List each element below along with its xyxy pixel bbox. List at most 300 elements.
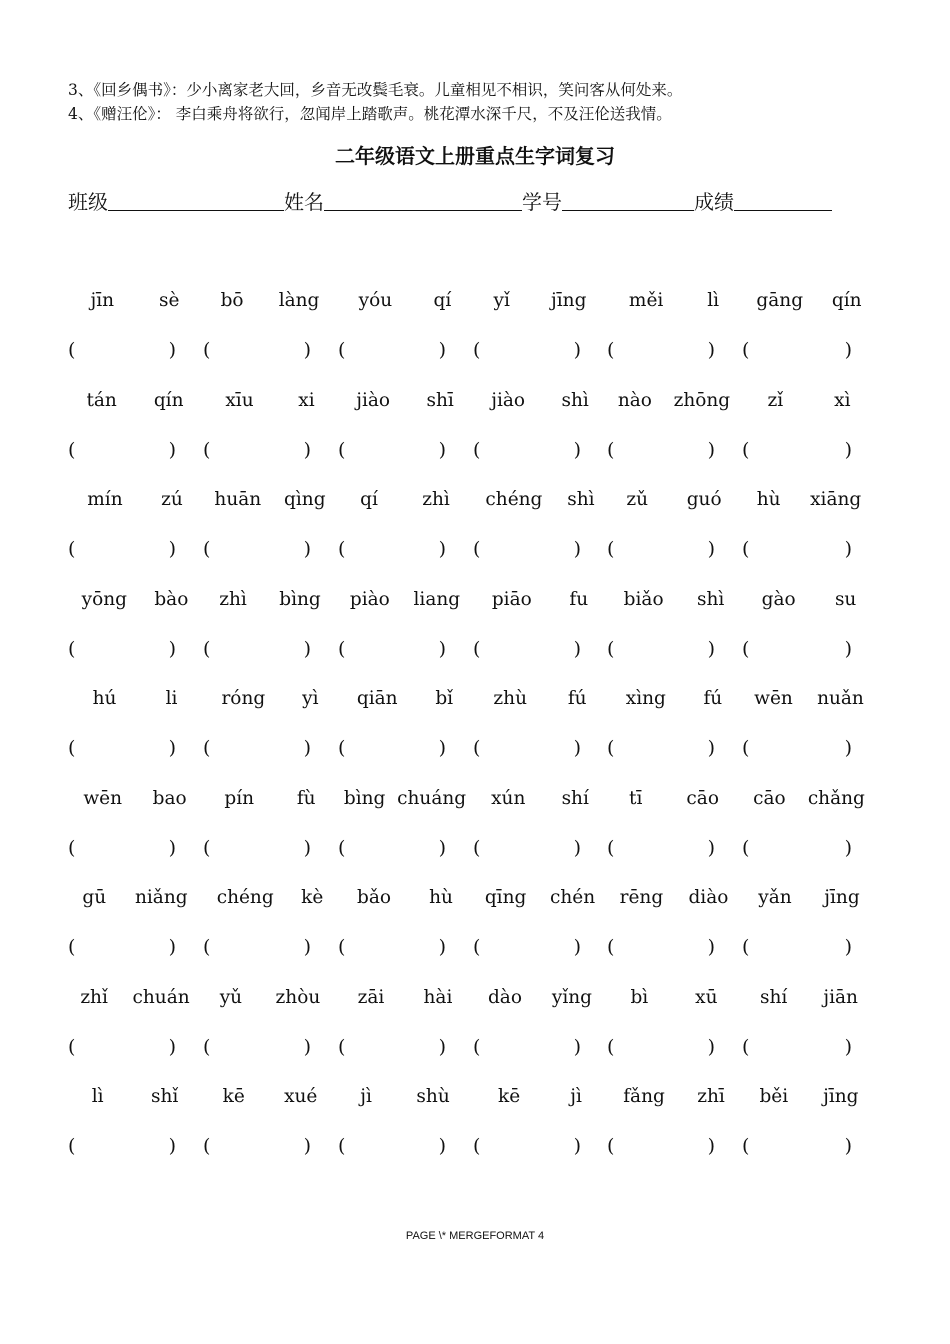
pinyin-word <box>607 987 741 1008</box>
pinyin-syllable: fu <box>569 588 589 610</box>
close-paren: ) <box>844 438 852 461</box>
pinyin-syllable: bǐ <box>435 688 454 709</box>
pinyin-syllable: su <box>834 588 857 610</box>
exercise-row <box>68 382 868 482</box>
open-paren: ( <box>742 1035 750 1058</box>
pinyin-syllable: fú <box>703 688 723 709</box>
open-paren: ( <box>68 737 76 759</box>
pinyin-exercise-grid <box>68 282 868 1178</box>
name-blank[interactable] <box>324 188 522 211</box>
pinyin-syllable: lì <box>91 1086 104 1107</box>
pinyin-syllable: měi <box>628 290 664 311</box>
pinyin-syllable: jiān <box>823 986 858 1008</box>
answer-box[interactable] <box>338 538 446 560</box>
open-paren: ( <box>607 339 615 361</box>
open-paren: ( <box>338 737 346 759</box>
open-paren: ( <box>742 637 750 660</box>
pinyin-syllable: jì <box>570 1086 582 1107</box>
pinyin-syllable: jīng <box>551 290 587 311</box>
exercise-row <box>68 879 868 979</box>
pinyin-word <box>203 1086 337 1107</box>
pinyin-word <box>473 1086 607 1107</box>
open-paren: ( <box>473 936 481 958</box>
close-paren: ) <box>438 438 446 461</box>
close-paren: ) <box>168 637 176 660</box>
pinyin-syllable: hú <box>92 688 117 709</box>
answer-box[interactable] <box>203 638 311 660</box>
pinyin-syllable: xì <box>834 389 851 411</box>
pinyin-syllable: gāng <box>756 290 804 311</box>
answer-box[interactable] <box>473 439 581 461</box>
name-label: 姓名 <box>284 190 324 214</box>
pinyin-syllable: bao <box>152 787 187 809</box>
pinyin-word <box>607 390 741 411</box>
pinyin-word <box>742 589 876 610</box>
pinyin-word <box>473 489 607 510</box>
open-paren: ( <box>607 438 615 461</box>
close-paren: ) <box>707 836 715 859</box>
exercise-row <box>68 1078 868 1178</box>
answer-box[interactable] <box>742 1135 852 1157</box>
pinyin-syllable: jīn <box>90 290 115 311</box>
close-paren: ) <box>844 637 852 660</box>
pinyin-syllable: chuáng <box>397 787 467 809</box>
answer-box[interactable] <box>68 737 176 759</box>
pinyin-syllable: yì <box>302 688 319 709</box>
close-paren: ) <box>168 1035 176 1058</box>
open-paren: ( <box>338 1135 346 1157</box>
close-paren: ) <box>303 1135 311 1157</box>
close-paren: ) <box>573 339 581 361</box>
open-paren: ( <box>742 936 750 958</box>
pinyin-syllable: zhòu <box>275 986 321 1008</box>
pinyin-syllable: běi <box>759 1086 789 1107</box>
open-paren: ( <box>473 1135 481 1157</box>
number-label: 学号 <box>522 190 562 214</box>
pinyin-word <box>203 688 337 709</box>
close-paren: ) <box>707 936 715 958</box>
pinyin-syllable: li <box>165 688 178 709</box>
pinyin-word <box>68 1086 202 1107</box>
answer-box[interactable] <box>338 837 446 859</box>
answer-box[interactable] <box>203 1036 311 1058</box>
close-paren: ) <box>573 1135 581 1157</box>
pinyin-syllable: xué <box>284 1086 318 1107</box>
open-paren: ( <box>607 936 615 958</box>
close-paren: ) <box>844 836 852 859</box>
pinyin-word <box>68 688 202 709</box>
open-paren: ( <box>742 339 750 361</box>
pinyin-word <box>203 788 337 809</box>
pinyin-syllable: xìng <box>625 688 666 709</box>
pinyin-syllable: pín <box>224 787 255 809</box>
open-paren: ( <box>742 438 750 461</box>
close-paren: ) <box>303 1035 311 1058</box>
pinyin-syllable: qí <box>360 489 378 510</box>
close-paren: ) <box>707 339 715 361</box>
pinyin-syllable: shǐ <box>150 1086 179 1107</box>
pinyin-word <box>203 887 337 908</box>
close-paren: ) <box>844 339 852 361</box>
close-paren: ) <box>438 538 446 560</box>
pinyin-syllable: tán <box>86 389 117 411</box>
pinyin-syllable: mín <box>87 489 123 510</box>
pinyin-syllable: chéng <box>485 489 543 510</box>
close-paren: ) <box>844 936 852 958</box>
open-paren: ( <box>607 637 615 660</box>
pinyin-syllable: chuán <box>132 986 190 1008</box>
close-paren: ) <box>168 836 176 859</box>
pinyin-syllable: yǔ <box>219 986 243 1008</box>
pinyin-syllable: hù <box>429 887 453 908</box>
pinyin-syllable: bìng <box>279 588 321 610</box>
open-paren: ( <box>742 737 750 759</box>
pinyin-syllable: guó <box>686 489 722 510</box>
pinyin-syllable: piào <box>349 588 390 610</box>
close-paren: ) <box>438 339 446 361</box>
pinyin-syllable: shí <box>760 986 788 1008</box>
pinyin-syllable: xún <box>491 787 526 809</box>
answer-box[interactable] <box>742 737 852 759</box>
pinyin-syllable: zhōng <box>673 389 731 411</box>
pinyin-syllable: qín <box>831 290 862 311</box>
pinyin-syllable: shī <box>426 389 454 411</box>
pinyin-syllable: cāo <box>686 787 719 809</box>
pinyin-word <box>742 788 876 809</box>
close-paren: ) <box>707 1135 715 1157</box>
answer-box[interactable] <box>473 737 581 759</box>
close-paren: ) <box>303 737 311 759</box>
pinyin-syllable: bō <box>220 290 244 311</box>
answer-box[interactable] <box>338 936 446 958</box>
close-paren: ) <box>168 737 176 759</box>
pinyin-syllable: shì <box>696 588 725 610</box>
open-paren: ( <box>338 538 346 560</box>
exercise-row <box>68 581 868 681</box>
answer-box[interactable] <box>338 439 446 461</box>
close-paren: ) <box>438 1035 446 1058</box>
close-paren: ) <box>707 438 715 461</box>
pinyin-word <box>338 987 472 1008</box>
pinyin-syllable: xi <box>298 389 315 411</box>
open-paren: ( <box>473 737 481 759</box>
answer-box[interactable] <box>338 339 446 361</box>
pinyin-word <box>742 887 876 908</box>
pinyin-syllable: nuǎn <box>817 688 864 709</box>
answer-box[interactable] <box>607 339 715 361</box>
pinyin-word <box>203 987 337 1008</box>
open-paren: ( <box>338 339 346 361</box>
pinyin-syllable: tī <box>629 787 643 809</box>
answer-box[interactable] <box>338 638 446 660</box>
exercise-row <box>68 780 868 880</box>
close-paren: ) <box>844 1035 852 1058</box>
pinyin-syllable: zhì <box>422 489 450 510</box>
pinyin-syllable: jì <box>360 1086 372 1107</box>
open-paren: ( <box>607 1035 615 1058</box>
pinyin-syllable: wēn <box>83 787 123 809</box>
answer-box[interactable] <box>68 1036 176 1058</box>
pinyin-syllable: niǎng <box>134 887 188 908</box>
pinyin-word <box>473 788 607 809</box>
close-paren: ) <box>168 438 176 461</box>
pinyin-syllable: yǐ <box>493 290 510 311</box>
class-blank[interactable] <box>108 188 284 211</box>
answer-box[interactable] <box>338 737 446 759</box>
pinyin-syllable: dào <box>487 986 522 1008</box>
pinyin-word <box>338 290 472 311</box>
pinyin-word <box>68 987 202 1008</box>
answer-box[interactable] <box>607 837 715 859</box>
pinyin-syllable: róng <box>221 688 266 709</box>
open-paren: ( <box>742 538 750 560</box>
answer-box[interactable] <box>607 737 715 759</box>
pinyin-word <box>203 589 337 610</box>
pinyin-syllable: zhǐ <box>80 986 108 1008</box>
pinyin-syllable: kè <box>301 887 324 908</box>
answer-box[interactable] <box>203 936 311 958</box>
pinyin-syllable: bìng <box>343 787 386 809</box>
answer-box[interactable] <box>742 638 852 660</box>
pinyin-word <box>473 987 607 1008</box>
pinyin-word <box>607 1086 741 1107</box>
open-paren: ( <box>203 538 211 560</box>
pinyin-syllable: xiāng <box>810 489 862 510</box>
answer-box[interactable] <box>68 1135 176 1157</box>
class-label: 班级 <box>68 190 108 214</box>
answer-box[interactable] <box>338 1135 446 1157</box>
pinyin-syllable: huān <box>214 489 262 510</box>
open-paren: ( <box>203 1035 211 1058</box>
pinyin-word <box>203 290 337 311</box>
pinyin-syllable: liang <box>413 588 461 610</box>
pinyin-syllable: zāi <box>357 986 385 1008</box>
answer-box[interactable] <box>473 936 581 958</box>
close-paren: ) <box>573 836 581 859</box>
pinyin-word <box>607 290 741 311</box>
close-paren: ) <box>844 737 852 759</box>
close-paren: ) <box>573 737 581 759</box>
pinyin-syllable: qín <box>153 389 184 411</box>
pinyin-syllable: shù <box>416 1086 450 1107</box>
answer-box[interactable] <box>203 737 311 759</box>
score-label: 成绩 <box>694 190 734 214</box>
answer-box[interactable] <box>473 339 581 361</box>
close-paren: ) <box>573 936 581 958</box>
answer-box[interactable] <box>338 1036 446 1058</box>
pinyin-word <box>742 1086 876 1107</box>
pinyin-syllable: zú <box>161 489 183 510</box>
open-paren: ( <box>338 1035 346 1058</box>
pinyin-syllable: zǔ <box>626 489 649 510</box>
poem-section <box>68 78 682 126</box>
answer-box[interactable] <box>68 439 176 461</box>
open-paren: ( <box>473 438 481 461</box>
pinyin-word <box>338 887 472 908</box>
pinyin-syllable: làng <box>278 290 320 311</box>
pinyin-syllable: kē <box>498 1086 521 1107</box>
answer-box[interactable] <box>473 538 581 560</box>
pinyin-syllable: lì <box>707 290 720 311</box>
open-paren: ( <box>68 637 76 660</box>
pinyin-syllable: yǐng <box>551 986 593 1008</box>
pinyin-syllable: yǎn <box>758 887 792 908</box>
exercise-row <box>68 282 868 382</box>
answer-box[interactable] <box>203 439 311 461</box>
score-blank[interactable] <box>734 188 832 211</box>
close-paren: ) <box>168 1135 176 1157</box>
close-paren: ) <box>573 637 581 660</box>
close-paren: ) <box>168 538 176 560</box>
close-paren: ) <box>303 936 311 958</box>
answer-box[interactable] <box>203 538 311 560</box>
answer-box[interactable] <box>607 1135 715 1157</box>
close-paren: ) <box>707 538 715 560</box>
answer-box[interactable] <box>68 837 176 859</box>
answer-box[interactable] <box>203 339 311 361</box>
pinyin-syllable: qiān <box>356 688 398 709</box>
open-paren: ( <box>68 1035 76 1058</box>
pinyin-word <box>338 1086 472 1107</box>
answer-box[interactable] <box>68 936 176 958</box>
open-paren: ( <box>203 339 211 361</box>
pinyin-word <box>68 589 202 610</box>
open-paren: ( <box>68 538 76 560</box>
pinyin-word <box>607 688 741 709</box>
pinyin-syllable: bào <box>154 588 189 610</box>
open-paren: ( <box>203 836 211 859</box>
pinyin-syllable: gào <box>761 588 796 610</box>
open-paren: ( <box>607 836 615 859</box>
pinyin-word <box>742 688 876 709</box>
answer-box[interactable] <box>742 1036 852 1058</box>
number-blank[interactable] <box>562 188 694 211</box>
pinyin-syllable: hài <box>423 986 453 1008</box>
answer-box[interactable] <box>203 1135 311 1157</box>
close-paren: ) <box>844 538 852 560</box>
pinyin-word <box>68 390 202 411</box>
pinyin-syllable: yōng <box>81 588 128 610</box>
pinyin-word <box>338 489 472 510</box>
pinyin-syllable: jīng <box>823 1086 859 1107</box>
pinyin-syllable: qí <box>433 290 452 311</box>
answer-box[interactable] <box>742 837 852 859</box>
answer-box[interactable] <box>473 837 581 859</box>
pinyin-syllable: xīu <box>225 389 254 411</box>
pinyin-word <box>338 788 472 809</box>
pinyin-syllable: zǐ <box>767 389 784 411</box>
open-paren: ( <box>473 538 481 560</box>
answer-box[interactable] <box>742 936 852 958</box>
close-paren: ) <box>168 936 176 958</box>
close-paren: ) <box>573 538 581 560</box>
pinyin-word <box>203 390 337 411</box>
close-paren: ) <box>438 936 446 958</box>
pinyin-syllable: shì <box>567 489 595 510</box>
pinyin-word <box>473 589 607 610</box>
answer-box[interactable] <box>607 638 715 660</box>
close-paren: ) <box>303 339 311 361</box>
open-paren: ( <box>68 339 76 361</box>
exercise-row <box>68 481 868 581</box>
answer-box[interactable] <box>742 339 852 361</box>
answer-box[interactable] <box>607 538 715 560</box>
pinyin-word <box>68 489 202 510</box>
open-paren: ( <box>203 637 211 660</box>
close-paren: ) <box>438 737 446 759</box>
close-paren: ) <box>168 339 176 361</box>
open-paren: ( <box>607 1135 615 1157</box>
answer-box[interactable] <box>742 439 852 461</box>
open-paren: ( <box>203 737 211 759</box>
answer-box[interactable] <box>607 936 715 958</box>
pinyin-word <box>338 688 472 709</box>
exercise-row <box>68 979 868 1079</box>
close-paren: ) <box>573 438 581 461</box>
answer-box[interactable] <box>473 1036 581 1058</box>
open-paren: ( <box>203 936 211 958</box>
pinyin-syllable: diào <box>688 887 729 908</box>
pinyin-syllable: fú <box>567 688 587 709</box>
pinyin-word <box>607 887 741 908</box>
poem-line-huixiang: 3、《回乡偶书》：少小离家老大回，乡音无改鬓毛衰。儿童相见不相识，笑问客从何处来。 <box>68 81 683 99</box>
pinyin-word <box>473 290 607 311</box>
pinyin-word <box>338 390 472 411</box>
pinyin-syllable: fǎng <box>623 1086 665 1107</box>
pinyin-syllable: sè <box>159 290 180 311</box>
pinyin-syllable: zhī <box>697 1086 725 1107</box>
open-paren: ( <box>68 836 76 859</box>
open-paren: ( <box>338 438 346 461</box>
open-paren: ( <box>338 936 346 958</box>
answer-box[interactable] <box>68 638 176 660</box>
answer-box[interactable] <box>473 1135 581 1157</box>
page-footer: PAGE \* MERGEFORMAT 4 <box>405 1230 545 1242</box>
pinyin-syllable: nào <box>617 389 652 411</box>
pinyin-syllable: shí <box>561 787 589 809</box>
answer-box[interactable] <box>742 538 852 560</box>
pinyin-syllable: biǎo <box>623 588 664 610</box>
pinyin-syllable: gū <box>82 887 107 908</box>
answer-box[interactable] <box>607 439 715 461</box>
pinyin-syllable: chǎng <box>807 787 865 809</box>
close-paren: ) <box>303 538 311 560</box>
answer-box[interactable] <box>607 1036 715 1058</box>
exercise-row <box>68 680 868 780</box>
pinyin-word <box>68 887 202 908</box>
pinyin-syllable: wēn <box>754 688 793 709</box>
pinyin-syllable: qìng <box>284 489 326 510</box>
pinyin-word <box>338 589 472 610</box>
pinyin-word <box>607 489 741 510</box>
pinyin-word <box>607 589 741 610</box>
answer-box[interactable] <box>68 339 176 361</box>
close-paren: ) <box>438 836 446 859</box>
open-paren: ( <box>68 936 76 958</box>
answer-box[interactable] <box>203 837 311 859</box>
open-paren: ( <box>742 836 750 859</box>
answer-box[interactable] <box>473 638 581 660</box>
open-paren: ( <box>473 836 481 859</box>
pinyin-syllable: rēng <box>619 887 664 908</box>
close-paren: ) <box>707 1035 715 1058</box>
open-paren: ( <box>203 438 211 461</box>
pinyin-syllable: hù <box>756 489 781 510</box>
answer-box[interactable] <box>68 538 176 560</box>
open-paren: ( <box>473 1035 481 1058</box>
pinyin-syllable: chéng <box>216 887 274 908</box>
close-paren: ) <box>438 1135 446 1157</box>
